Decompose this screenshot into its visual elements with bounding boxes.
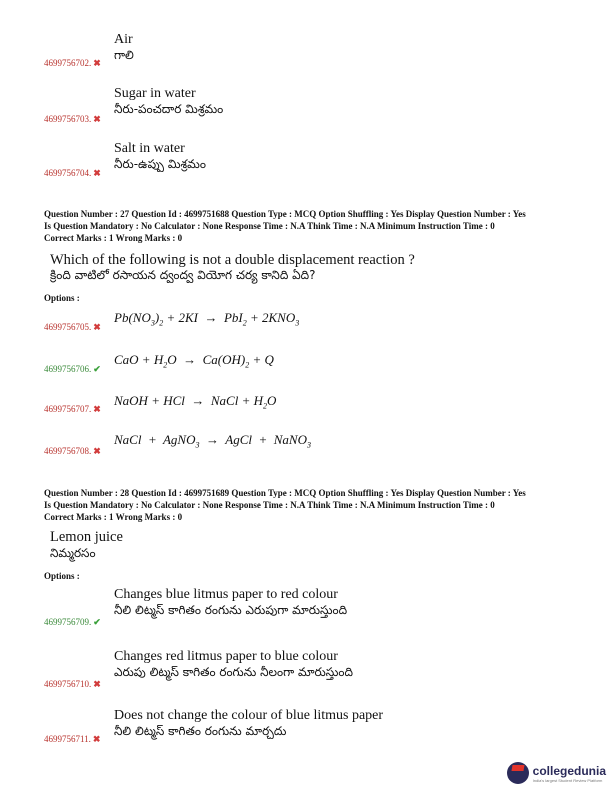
option-703-id: 4699756703. ✖	[44, 114, 101, 124]
option-704-en: Salt in water	[114, 141, 185, 156]
option-702-en: Air	[114, 32, 133, 47]
option-702-te: గాలి	[114, 48, 134, 62]
option-708-id: 4699756708. ✖	[44, 446, 101, 456]
logo-name: collegedunia	[532, 763, 606, 778]
option-707-equation: NaOH + HCl → NaCl + $H_2O$	[114, 393, 277, 411]
option-708-equation: NaCl + AgNO$_3$ → AgCl + NaNO$_3$	[114, 432, 311, 450]
option-707-id: 4699756707. ✖	[44, 404, 101, 414]
question-27-text-te: క్రింది వాటిలో రసాయన ద్వంద్వ వియోగ చర్య కానిది ఏది?	[50, 268, 316, 282]
wrong-icon: ✖	[93, 168, 101, 178]
wrong-icon: ✖	[93, 58, 101, 68]
options-label: Options :	[44, 293, 80, 303]
option-705-equation: $Pb(NO_3)_2 + 2KI \to PbI_2 + 2KNO_3$	[114, 310, 300, 328]
option-710-te: ఎరుపు లిట్మస్ కాగితం రంగును నీలంగా మారుస్తుంది	[114, 665, 353, 679]
question-28-meta: Question Number : 28 Question Id : 4699751689 Question Type : MCQ Option Shuffling : Yes Display Question Number : Yes Is Question Mandatory : No Calculator : None Response Time : N.A Think Time : N.A Minimum Instruction Time : 0 Correct Marks : 1 Wrong Marks : 0	[44, 488, 526, 522]
collegedunia-logo	[507, 762, 606, 784]
question-28-text-te: నిమ్మరసం	[50, 546, 96, 560]
option-704-te: నీరు-ఉప్పు మిశ్రమం	[114, 157, 206, 171]
option-709-id: 4699756709. ✔	[44, 617, 101, 627]
option-706-id: 4699756706. ✔	[44, 364, 101, 374]
wrong-icon: ✖	[93, 679, 101, 689]
option-702-id: 4699756702. ✖	[44, 58, 101, 68]
option-709-te: నీలి లిట్మస్ కాగితం రంగును ఎరుపుగా మారుస్తుంది	[114, 603, 348, 617]
logo-tagline: India's largest Student Review Platform	[532, 777, 603, 783]
question-27-text-en: Which of the following is not a double displacement reaction ?	[50, 252, 415, 268]
wrong-icon: ✖	[93, 114, 101, 124]
wrong-icon: ✖	[93, 322, 101, 332]
wrong-icon: ✖	[92, 734, 101, 744]
option-704-id: 4699756704. ✖	[44, 168, 101, 178]
options-label: Options :	[44, 571, 80, 581]
option-711-te: నీలి లిట్మస్ కాగితం రంగును మార్చదు	[114, 724, 287, 738]
option-703-en: Sugar in water	[114, 86, 196, 101]
option-711-id: 4699756711. ✖	[44, 734, 101, 744]
option-706-equation: CaO + $H_2O \to Ca(OH)_2 + Q$	[114, 352, 274, 370]
option-711-en: Does not change the colour of blue litmus paper	[114, 708, 384, 723]
option-705-id: 4699756705. ✖	[44, 322, 101, 332]
question-28-text-en: Lemon juice	[50, 529, 123, 545]
wrong-icon: ✖	[93, 404, 101, 414]
option-703-te: నీరు-పంచదార మిశ్రమం	[114, 102, 224, 116]
collegedunia-logo-icon	[507, 762, 529, 784]
question-27-meta: Question Number : 27 Question Id : 4699751688 Question Type : MCQ Option Shuffling : Yes Display Question Number : Yes Is Question Mandatory : No Calculator : None Response Time : N.A Think Time : N.A Minimum Instruction Time : 0 Correct Marks : 1 Wrong Marks : 0	[44, 209, 526, 243]
option-709-en: Changes blue litmus paper to red colour	[114, 587, 338, 602]
option-710-id: 4699756710. ✖	[44, 679, 101, 689]
wrong-icon: ✖	[93, 446, 101, 456]
correct-check-icon: ✔	[93, 617, 101, 627]
option-710-en: Changes red litmus paper to blue colour	[114, 649, 338, 664]
correct-check-icon: ✔	[93, 364, 101, 374]
